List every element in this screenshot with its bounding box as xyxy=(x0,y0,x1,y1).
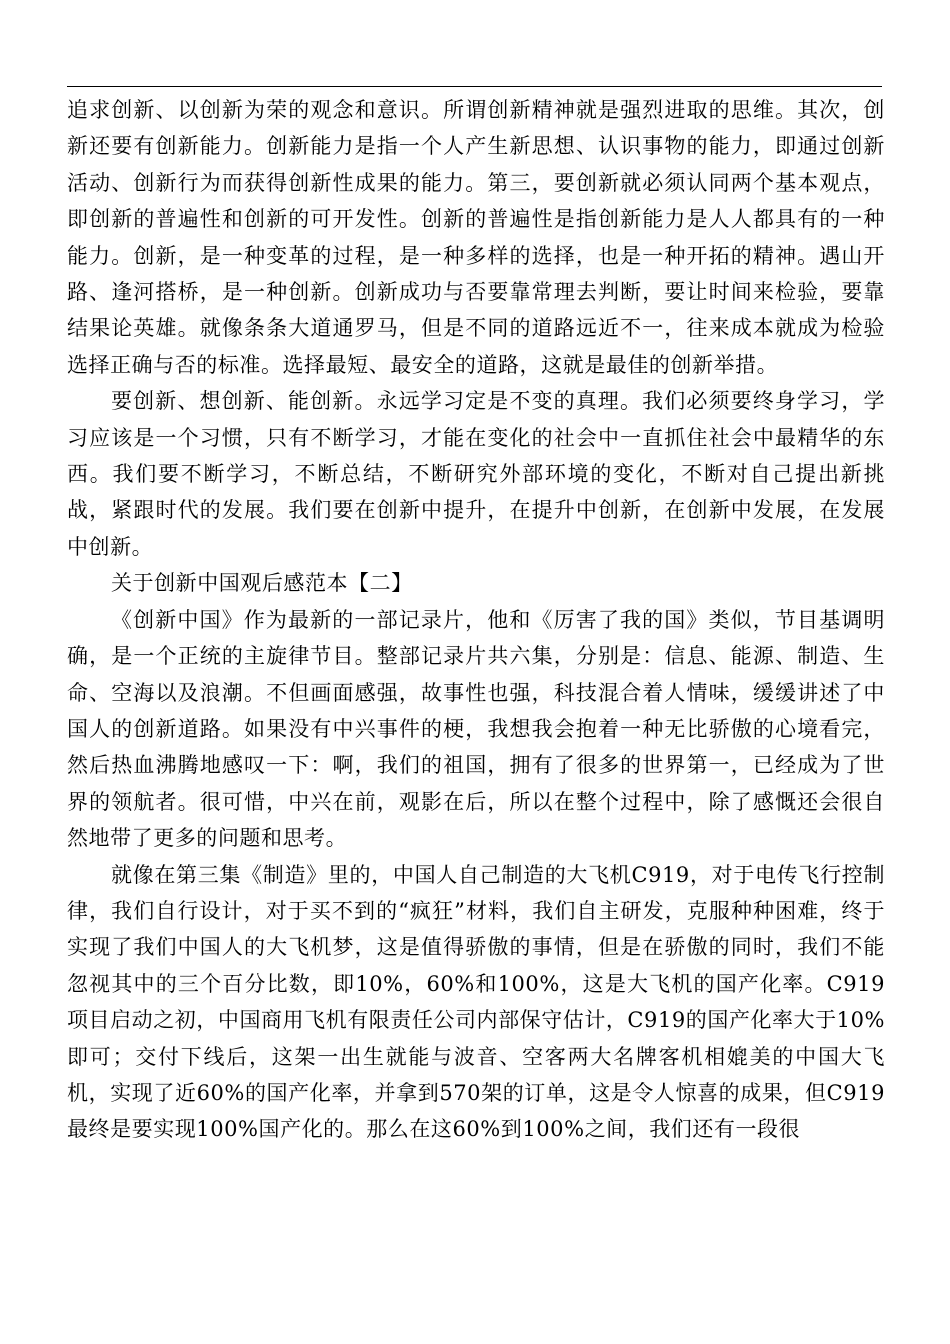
paragraph-c919: 就像在第三集《制造》里的，中国人自己制造的大飞机C919，对于电传飞行控制律，我们自行设计，对于买不到的“疯狂”材料，我们自主研发，克服种种困难，终于实现了我们中国人的大飞机梦，这是值得骄傲的事情，但是在骄傲的同时，我们不能忽视其中的三个百分比数，即10%，60%和100%，这是大飞机的国产化率。C919项目启动之初，中国商用飞机有限责任公司内部保守估计，C919的国产化率大于10%即可；交付下线后，这架一出生就能与波音、空客两大名牌客机相媲美的中国大飞机，实现了近60%的国产化率，并拿到570架的订单，这是令人惊喜的成果，但C919最终是要实现100%国产化的。那么在这60%到100%之间，我们还有一段很 xyxy=(67,862,885,1142)
paragraph-continuation: 追求创新、以创新为荣的观念和意识。所谓创新精神就是强烈进取的思维。其次，创新还要有创新能力。创新能力是指一个人产生新思想、认识事物的能力，即通过创新活动、创新行为而获得创新性成果的能力。第三，要创新就必须认同两个基本观点，即创新的普遍性和创新的可开发性。创新的普遍性是指创新能力是人人都具有的一种能力。创新，是一种变革的过程，是一种多样的选择，也是一种开拓的精神。遇山开路、逢河搭桥，是一种创新。创新成功与否要靠常理去判断，要让时间来检验，要靠结果论英雄。就像条条大道通罗马，但是不同的道路远近不一，往来成本就成为检验选择正确与否的标准。选择最短、最安全的道路，这就是最佳的创新举措。 xyxy=(67,98,885,377)
header-rule xyxy=(67,86,882,87)
paragraph-learning: 要创新、想创新、能创新。永远学习定是不变的真理。我们必须要终身学习，学习应该是一个习惯，只有不断学习，才能在变化的社会中一直抓住社会中最精华的东西。我们要不断学习，不断总结，不断研究外部环境的变化，不断对自己提出新挑战，紧跟时代的发展。我们要在创新中提升，在提升中创新，在创新中发展，在发展中创新。 xyxy=(67,389,885,559)
paragraph-documentary: 《创新中国》作为最新的一部记录片，他和《厉害了我的国》类似，节目基调明确，是一个正统的主旋律节目。整部记录片共六集，分别是：信息、能源、制造、生命、空海以及浪潮。不但画面感强，故事性也强，科技混合着人情味，缓缓讲述了中国人的创新道路。如果没有中兴事件的梗，我想我会抱着一种无比骄傲的心境看完，然后热血沸腾地感叹一下：啊，我们的祖国，拥有了很多的世界第一，已经成为了世界的领航者。很可惜，中兴在前，观影在后，所以在整个过程中，除了感慨还会很自然地带了更多的问题和思考。 xyxy=(67,607,885,851)
document-page xyxy=(67,92,885,1148)
section-heading: 关于创新中国观后感范本【二】 xyxy=(111,571,413,596)
